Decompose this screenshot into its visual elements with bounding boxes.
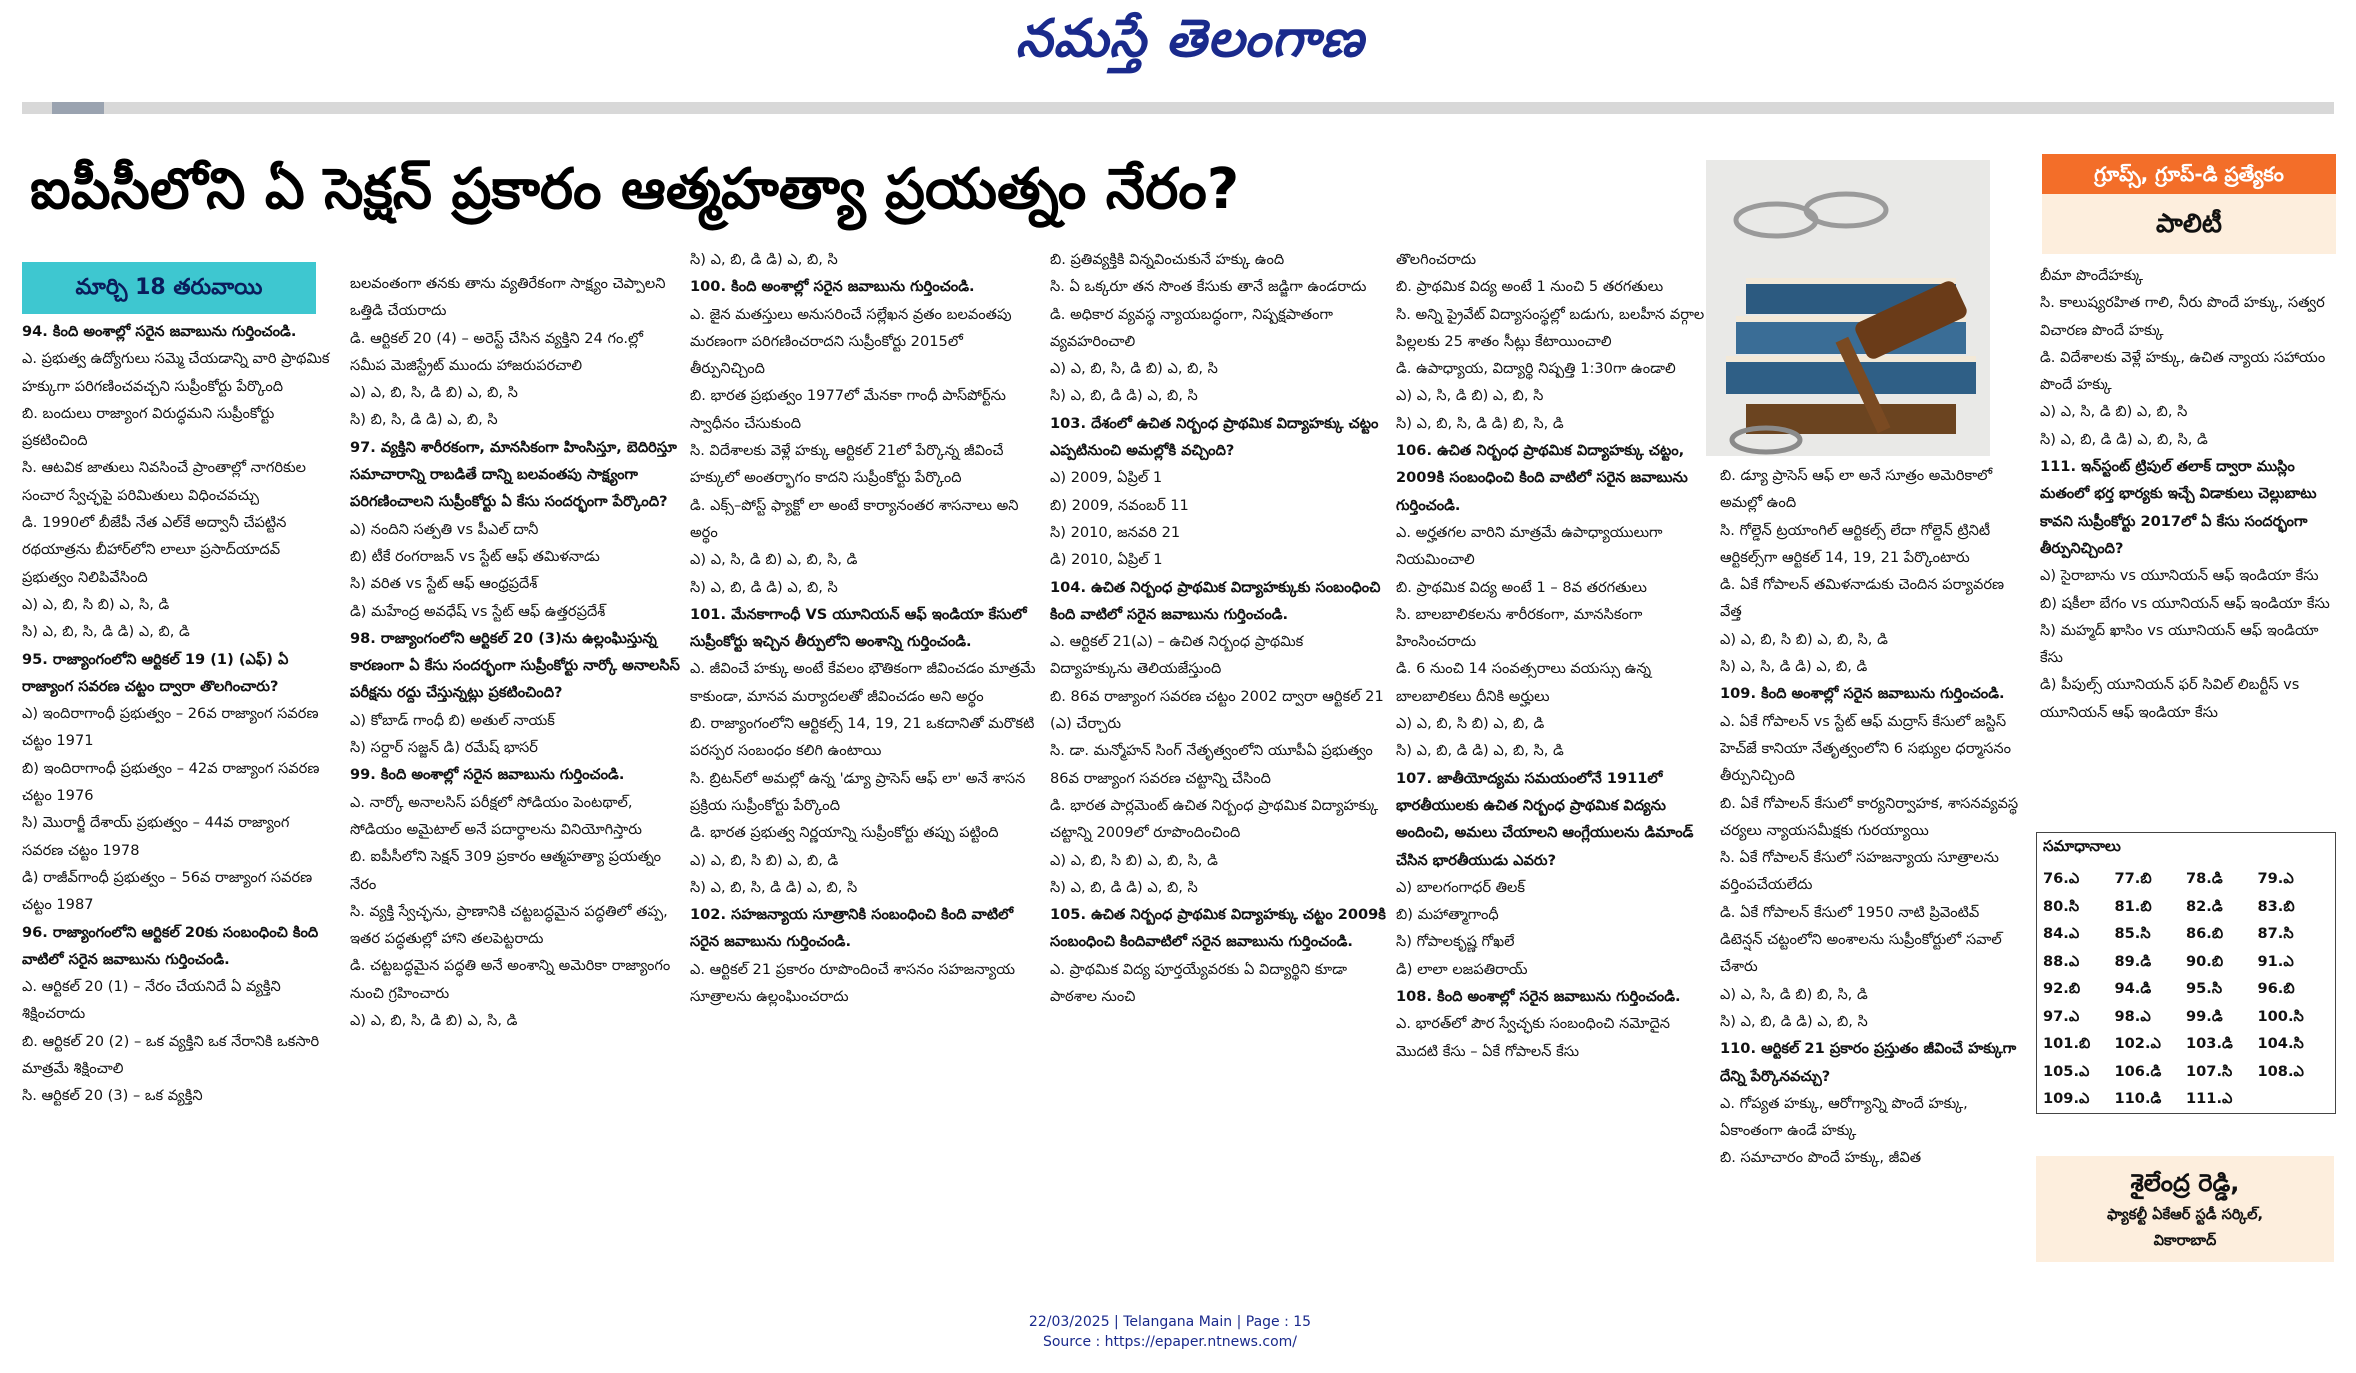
paragraph: సి) ఎ, బి, డి డి) ఎ, బి, సి bbox=[1050, 878, 1198, 896]
paragraph: ఎ) నందిని సత్పతి vs పీఎల్ దానీ bbox=[350, 520, 539, 538]
paragraph: 101. మేనకాగాంధీ VS యూనియన్ ఆఫ్ ఇండియా కేసులో సుప్రీంకోర్టు ఇచ్చిన తీర్పులోని అంశాన్ని గుర్తించండి. bbox=[690, 605, 1027, 651]
paragraph: ఎ. అర్హతగల వారిని మాత్రమే ఉపాధ్యాయులుగా నియమించాలి bbox=[1396, 523, 1663, 569]
paragraph: ఎ) ఎ, బి, సి, డి బి) ఎ, బి, సి bbox=[1050, 360, 1218, 378]
paragraph: డి. ఆర్టికల్ 20 (4) – అరెస్ట్ చేసిన వ్యక్తిని 24 గం.ల్లో సమీప మెజిస్ట్రేట్ ముందు హాజరుపరచాలి bbox=[350, 329, 644, 374]
paragraph: సి. ఏకే గోపాలన్ కేసులో సహజన్యాయ సూత్రాలను వర్తింపచేయలేదు bbox=[1720, 849, 1999, 894]
answer-item: 94.డి bbox=[2114, 980, 2152, 997]
footer-date-line: 22/03/2025 | Telangana Main | Page : 15 bbox=[1028, 1314, 1312, 1330]
paragraph: డి. 6 నుంచి 14 సంవత్సరాలు వయస్సు ఉన్న బాలబాలికలు దీనికి అర్హులు bbox=[1396, 660, 1652, 705]
answer-item: 76.ఎ bbox=[2043, 870, 2080, 887]
paragraph: డి. విదేశాలకు వెళ్లే హక్కు, ఉచిత న్యాయ సహాయం పొందే హక్కు bbox=[2040, 348, 2326, 394]
paragraph: డి. భారత పార్లమెంట్ ఉచిత నిర్బంధ ప్రాథమిక విద్యాహక్కు చట్టాన్ని 2009లో రూపొందించింది bbox=[1050, 796, 1379, 842]
paragraph: 95. రాజ్యాంగంలోని ఆర్టికల్ 19 (1) (ఎఫ్) ఏ రాజ్యాంగ సవరణ చట్టం ద్వారా తొలగించారు? bbox=[22, 650, 289, 695]
side-subject: పాలిటీ bbox=[2042, 194, 2336, 254]
paragraph: సి) వరిత vs స్టేట్ ఆఫ్ ఆంధ్రప్రదేశ్ bbox=[350, 575, 538, 593]
paragraph: ఎ) ఎ, సి, డి బి) బి, సి, డి bbox=[1720, 985, 1868, 1003]
paragraph: 105. ఉచిత నిర్బంధ ప్రాథమిక విద్యాహక్కు చట్టం 2009కి సంబంధించి కిందివాటిలో సరైన జవాబును గుర్తించండి. bbox=[1050, 906, 1386, 951]
headline: ఐపీసీలోని ఏ సెక్షన్ ప్రకారం ఆత్మహత్యా ప్రయత్నం నేరం? bbox=[30, 157, 1240, 222]
column-6 bbox=[1720, 462, 2020, 1258]
author-affiliation: ఫ్యాకల్టీ ఏకేఆర్ స్టడీ సర్కిల్, bbox=[2106, 1206, 2264, 1223]
answer-item: 82.డి bbox=[2186, 897, 2223, 915]
paragraph: సి. గోల్డెన్ ట్రయాంగిల్ ఆర్టికల్స్ లేదా గోల్డెన్ ట్రినిటీ ఆర్టికల్స్‌గా ఆర్టికల్ 14, 19, 21 పేర్కొంటారు bbox=[1720, 521, 1991, 566]
paragraph: బి) షకీలా బేగం vs యూనియన్ ఆఫ్ ఇండియా కేసు bbox=[2040, 594, 2330, 612]
paragraph: బి. 86వ రాజ్యాంగ సవరణ చట్టం 2002 ద్వారా ఆర్టికల్ 21 (ఎ) చేర్చారు bbox=[1050, 687, 1384, 733]
paragraph: సి) ఎ, బి, సి, డి డి) బి, సి, డి bbox=[1396, 414, 1564, 432]
paragraph: 100. కింది అంశాల్లో సరైన జవాబును గుర్తించండి. bbox=[690, 278, 975, 296]
paragraph: బలవంతంగా తనకు తాను వ్యతిరేకంగా సాక్ష్యం చెప్పాలని ఒత్తిడి చేయరాదు bbox=[350, 275, 666, 320]
answer-item: 105.ఎ bbox=[2043, 1062, 2090, 1080]
paragraph: సి. వ్యక్తి స్వేచ్ఛను, ప్రాణానికి చట్టబద్ధమైన పద్ధతిలో తప్ప, ఇతర పద్ధతుల్లో హాని తలపెట్టరాదు bbox=[350, 902, 668, 948]
paragraph: బి. ఐపీసీలోని సెక్షన్ 309 ప్రకారం ఆత్మహత్యా ప్రయత్నం నేరం bbox=[350, 848, 662, 893]
paragraph: బి) టీకే రంగరాజన్ vs స్టేట్ ఆఫ్ తమిళనాడు bbox=[350, 547, 600, 565]
paragraph: ఎ) ఎ, బి, సి బి) ఎ, బి, సి, డి bbox=[1050, 851, 1218, 869]
paragraph: సి) మొరార్జీ దేశాయ్ ప్రభుత్వం – 44వ రాజ్యాంగ సవరణ చట్టం 1978 bbox=[22, 814, 290, 859]
paragraph: డి. ఏకే గోపాలన్ కేసులో 1950 నాటి ప్రివెంటివ్ డిటెన్షన్ చట్టంలోని అంశాలను సుప్రీంకోర్టులో సవాల్ చేశారు bbox=[1720, 903, 2002, 976]
column-5 bbox=[1396, 246, 1706, 1258]
paragraph: సి. ఏ ఒక్కరూ తన సొంత కేసుకు తానే జడ్జిగా ఉండరాదు bbox=[1050, 278, 1367, 296]
answer-item: 92.బి bbox=[2043, 980, 2081, 997]
paragraph: బి. ఆర్టికల్ 20 (2) – ఒక వ్యక్తిని ఒక నేరానికి ఒకసారి మాత్రమే శిక్షించాలి bbox=[22, 1032, 320, 1078]
paragraph: ఎ. ఆర్టికల్ 20 (1) – నేరం చేయనిదే ఏ వ్యక్తిని శిక్షించరాదు bbox=[22, 978, 281, 1023]
paragraph: సి) ఎ, బి, డి డి) ఎ, బి, సి bbox=[1720, 1012, 1868, 1030]
paragraph: బి. ప్రాథమిక విద్య అంటే 1 – 8వ తరగతులు bbox=[1396, 578, 1647, 596]
paragraph: ఎ. ఏకే గోపాలన్ vs స్టేట్ ఆఫ్ మద్రాస్ కేసులో జస్టిస్ హెచ్‌జే కానియా నేతృత్వంలోని 6 సభ్యుల ధర్మాసనం తీర్పునిచ్చింది bbox=[1720, 712, 2011, 785]
paragraph: సి. అన్ని ప్రైవేట్ విద్యాసంస్థల్లో బడుగు, బలహీన వర్గాల పిల్లలకు 25 శాతం సీట్లు కేటాయించాలి bbox=[1396, 305, 1705, 350]
paragraph: డి) రాజీవ్‌గాంధీ ప్రభుత్వం – 56వ రాజ్యాంగ సవరణ చట్టం 1987 bbox=[22, 868, 313, 914]
paragraph: సి) 2010, జనవరి 21 bbox=[1050, 523, 1181, 541]
paragraph: బి. రాజ్యాంగంలోని ఆర్టికల్స్ 14, 19, 21 ఒకదానితో మరొకటి పరస్పర సంబంధం కలిగి ఉంటాయి bbox=[690, 715, 1035, 760]
paragraph: 97. వ్యక్తిని శారీరకంగా, మానసికంగా హింసిస్తూ, బెదిరిస్తూ సమాచారాన్ని రాబడితే దాన్ని బలవంతపు సాక్ష్యంగా పరిగణించాలని సుప్రీంకోర్టు ఏ కేసు సందర్భంగా పేర్కొంది? bbox=[350, 438, 677, 511]
answer-item: 91.ఎ bbox=[2257, 952, 2294, 970]
paragraph: సి) మహ్మద్ ఖాసిం vs యూనియన్ ఆఫ్ ఇండియా కేసు bbox=[2040, 621, 2319, 667]
answer-item: 79.ఎ bbox=[2257, 870, 2294, 887]
header-rule bbox=[22, 102, 2334, 114]
paragraph: ఎ) 2009, ఏప్రిల్ 1 bbox=[1050, 469, 1163, 487]
paragraph: సి) ఎ, బి, డి డి) ఎ, బి, సి bbox=[690, 251, 838, 268]
paragraph: ఎ) ఎ, బి, సి, డి బి) ఎ, బి, సి bbox=[350, 384, 518, 402]
section-banner: మార్చి 18 తరువాయి bbox=[22, 262, 316, 314]
paragraph: బి) 2009, నవంబర్ 11 bbox=[1050, 496, 1189, 514]
answer-item: 78.డి bbox=[2186, 870, 2223, 887]
paragraph: సి. బ్రిటన్‌లో అమల్లో ఉన్న 'డ్యూ ప్రాసెస్ ఆఫ్ లా' అనే శాసన ప్రక్రియ సుప్రీంకోర్టు పేర్కొంది bbox=[690, 769, 1026, 814]
answer-item: 104.సి bbox=[2257, 1035, 2304, 1052]
paragraph: డి. ఎక్స్‌–పోస్ట్ ఫ్యాక్టో లా అంటే కార్యానంతర శాసనాలు అని అర్థం bbox=[690, 496, 1019, 541]
answer-item: 106.డి bbox=[2114, 1062, 2162, 1080]
paragraph: సి. బాలబాలికలను శారీరకంగా, మానసికంగా హింసించరాదు bbox=[1396, 605, 1643, 651]
author-box bbox=[2036, 1156, 2334, 1262]
gavel-icon bbox=[1706, 160, 1990, 456]
paragraph: 110. ఆర్టికల్ 21 ప్రకారం ప్రస్తుతం జీవించే హక్కుగా దేన్ని పేర్కొనవచ్చు? bbox=[1720, 1040, 2017, 1085]
answer-item: 84.ఎ bbox=[2043, 925, 2080, 942]
paragraph: సి) సర్దార్ సజ్జన్ డి) రమేష్ భాసర్ bbox=[350, 739, 538, 757]
author-location: వికారాబాద్ bbox=[2153, 1232, 2217, 1249]
answer-item bbox=[2258, 1085, 2330, 1113]
answer-item: 89.డి bbox=[2114, 952, 2152, 970]
column-7 bbox=[2040, 262, 2340, 822]
paragraph: డి) 2010, ఏప్రిల్ 1 bbox=[1050, 551, 1163, 569]
paragraph: ఎ. గోప్యత హక్కు, ఆరోగ్యాన్ని పొందే హక్కు, ఏకాంతంగా ఉండే హక్కు bbox=[1720, 1094, 1968, 1140]
paragraph: 106. ఉచిత నిర్బంధ ప్రాథమిక విద్యాహక్కు చట్టం, 2009కి సంబంధించి కింది వాటిలో సరైన జవాబును గుర్తించండి. bbox=[1396, 442, 1688, 514]
answer-item: 99.డి bbox=[2186, 1007, 2223, 1025]
page-footer bbox=[900, 1312, 1440, 1352]
answer-item: 88.ఎ bbox=[2043, 952, 2080, 970]
paragraph: ఎ) ఎ, సి, డి బి) ఎ, బి, సి, డి bbox=[690, 551, 858, 569]
footer-source-line: Source : https://epaper.ntnews.com/ bbox=[1042, 1334, 1298, 1350]
paragraph: ఎ) ఎ, బి, సి బి) ఎ, సి, డి bbox=[22, 595, 170, 613]
paragraph: 108. కింది అంశాల్లో సరైన జవాబును గుర్తించండి. bbox=[1396, 988, 1681, 1006]
paragraph: డి. అధికార వ్యవస్థ న్యాయబద్ధంగా, నిష్పక్షపాతంగా వ్యవహరించాలి bbox=[1050, 305, 1333, 350]
paragraph: సి) బి, సి, డి డి) ఎ, బి, సి bbox=[350, 411, 498, 429]
paragraph: ఎ. ఆర్టికల్ 21 ప్రకారం రూపొందించే శాసనం సహజన్యాయ సూత్రాలను ఉల్లంఘించరాదు bbox=[690, 960, 1015, 1006]
paragraph: 107. జాతీయోద్యమ సమయంలోనే 1911లో భారతీయులకు ఉచిత నిర్బంధ ప్రాథమిక విద్యను అందించి, అమలు చేయాలని ఆంగ్లేయులను డిమాండ్ చేసిన భారతీయుడు ఎవరు? bbox=[1396, 769, 1694, 869]
paragraph: బి. ప్రతివ్యక్తికి విన్నవించుకునే హక్కు ఉంది bbox=[1050, 251, 1285, 268]
paragraph: బి) మహాత్మాగాంధీ bbox=[1396, 906, 1499, 924]
paragraph: సి) గోపాలకృష్ణ గోఖలే bbox=[1396, 933, 1515, 951]
column-4 bbox=[1050, 246, 1386, 1258]
paragraph: ఎ. జీవించే హక్కు అంటే కేవలం భౌతికంగా జీవించడం మాత్రమే కాకుండా, మానవ మర్యాదలతో జీవించడం అని అర్థం bbox=[690, 660, 1036, 705]
paragraph: ఎ. జైన మతస్తులు అనుసరించే సల్లేఖన వ్రతం బలవంతపు మరణంగా పరిగణించరాదని సుప్రీంకోర్టు 2015లో తీర్పునిచ్చింది bbox=[690, 305, 1012, 378]
author-name: శైలేంద్ర రెడ్డి, bbox=[2130, 1169, 2240, 1197]
paragraph: 109. కింది అంశాల్లో సరైన జవాబును గుర్తించండి. bbox=[1720, 685, 2005, 703]
paragraph: 102. సహజన్యాయ సూత్రానికి సంబంధించి కింది వాటిలో సరైన జవాబును గుర్తించండి. bbox=[690, 906, 1014, 951]
paragraph: సి. ఆటవిక జాతులు నివసించే ప్రాంతాల్లో నాగరికుల సంచార స్వేచ్ఛపై పరిమితులు విధించవచ్చు bbox=[22, 459, 306, 504]
paragraph: సి. విదేశాలకు వెళ్లే హక్కు ఆర్టికల్ 21లో పేర్కొన్న జీవించే హక్కులో అంతర్భాగం కాదని సుప్రీంకోర్టు పేర్కొంది bbox=[690, 442, 1004, 487]
paragraph: డి. భారత ప్రభుత్వ నిర్ణయాన్ని సుప్రీంకోర్టు తప్పు పట్టింది bbox=[690, 824, 999, 842]
paragraph: డి. 1990లో బీజేపీ నేత ఎల్‌కే అద్వానీ చేపట్టిన రథయాత్రను బీహార్‌లోని లాలూ ప్రసాద్‌యాదవ్ ప్రభుత్వం నిలిపివేసింది bbox=[22, 514, 287, 586]
answer-item: 85.సి bbox=[2114, 925, 2151, 942]
answer-item: 101.బి bbox=[2043, 1035, 2091, 1052]
paragraph: 98. రాజ్యాంగంలోని ఆర్టికల్ 20 (3)ను ఉల్లంఘిస్తున్న కారణంగా ఏ కేసు సందర్భంగా సుప్రీంకోర్టు నార్కో అనాలసిస్ పరీక్షను రద్దు చేస్తున్నట్లు ప్రకటించింది? bbox=[350, 629, 680, 702]
paragraph: ఎ) ఎ, బి, సి బి) ఎ, బి, సి, డి bbox=[1720, 630, 1888, 648]
paragraph: ఎ. నార్కో అనాలసిస్ పరీక్షలో సోడియం పెంటథాల్, సోడియం అమైటాల్ అనే పదార్థాలను వినియోగిస్తారు bbox=[350, 793, 642, 838]
answer-item: 108.ఎ bbox=[2257, 1062, 2304, 1080]
answer-item: 111.ఎ bbox=[2186, 1090, 2233, 1107]
paragraph: బి. బందులు రాజ్యాంగ విరుద్ధమని సుప్రీంకోర్టు ప్రకటించింది bbox=[22, 404, 275, 450]
answer-item: 110.డి bbox=[2114, 1090, 2162, 1107]
masthead: నమస్తే తెలంగాణ bbox=[1015, 8, 1365, 69]
paragraph: డి. ఉపాధ్యాయ, విద్యార్థి నిష్పత్తి 1:30గా ఉండాలి bbox=[1396, 360, 1676, 378]
answer-item: 87.సి bbox=[2257, 925, 2294, 942]
paragraph: 96. రాజ్యాంగంలోని ఆర్టికల్ 20కు సంబంధించి కింది వాటిలో సరైన జవాబును గుర్తించండి. bbox=[22, 923, 319, 968]
paragraph: ఎ) సైరాబాను vs యూనియన్ ఆఫ్ ఇండియా కేసు bbox=[2040, 567, 2319, 585]
answers-box bbox=[2036, 832, 2336, 1114]
paragraph: బి. ఏకే గోపాలన్ కేసులో కార్యనిర్వాహక, శాసనవ్యవస్థ చర్యలు న్యాయసమీక్షకు గురయ్యాయి bbox=[1720, 794, 2019, 839]
paragraph: ఎ) ఇందిరాగాంధీ ప్రభుత్వం – 26వ రాజ్యాంగ సవరణ చట్టం 1971 bbox=[22, 705, 319, 750]
paragraph: ఎ) ఎ, బి, సి, డి బి) ఎ, సి, డి bbox=[350, 1012, 518, 1030]
answer-item: 102.ఎ bbox=[2114, 1035, 2161, 1052]
paragraph: ఎ) బాలగంగాధర్ తిలక్ bbox=[1396, 878, 1526, 896]
paragraph: 104. ఉచిత నిర్బంధ ప్రాథమిక విద్యాహక్కుకు సంబంధించి కింది వాటిలో సరైన జవాబును గుర్తించండి. bbox=[1050, 578, 1381, 623]
paragraph: తొలగించరాదు bbox=[1396, 251, 1477, 268]
answer-item: 90.బి bbox=[2186, 952, 2224, 970]
paragraph: బి. ప్రాథమిక విద్య అంటే 1 నుంచి 5 తరగతులు bbox=[1396, 278, 1664, 296]
paragraph: డి. చట్టబద్ధమైన పద్ధతి అనే అంశాన్ని అమెరికా రాజ్యాంగం నుంచి గ్రహించారు bbox=[350, 957, 671, 1002]
column-3 bbox=[690, 246, 1036, 1258]
paragraph: ఎ) ఎ, బి, సి బి) ఎ, బి, డి bbox=[690, 851, 839, 869]
answer-item: 98.ఎ bbox=[2114, 1007, 2151, 1025]
paragraph: ఎ. ప్రాథమిక విద్య పూర్తయ్యేవరకు ఏ విద్యార్థిని కూడా పాఠశాల నుంచి bbox=[1050, 960, 1348, 1006]
paragraph: సి) ఎ, బి, సి, డి డి) ఎ, బి, సి bbox=[690, 878, 858, 896]
paragraph: డి) పీపుల్స్ యూనియన్ ఫర్ సివిల్ లిబర్టీస్ vs యూనియన్ ఆఫ్ ఇండియా కేసు bbox=[2040, 676, 2300, 721]
paragraph: డి) లాలా లజపతిరాయ్ bbox=[1396, 960, 1528, 978]
paragraph: 103. దేశంలో ఉచిత నిర్బంధ ప్రాథమిక విద్యాహక్కు చట్టం ఎప్పటినుంచి అమల్లోకి వచ్చింది? bbox=[1050, 414, 1379, 460]
paragraph: డి. ఏకే గోపాలన్ తమిళనాడుకు చెందిన పర్యావరణ వేత్త bbox=[1720, 576, 2005, 621]
answer-item: 81.బి bbox=[2114, 897, 2152, 915]
answer-item: 109.ఎ bbox=[2043, 1090, 2090, 1107]
paragraph: సి) ఎ, బి, డి డి) ఎ, బి, సి bbox=[690, 578, 838, 596]
answer-item: 97.ఎ bbox=[2043, 1007, 2080, 1025]
paragraph: ఎ. ప్రభుత్వ ఉద్యోగులు సమ్మె చేయడాన్ని వారి ప్రాథమిక హక్కుగా పరిగణించవచ్చని సుప్రీంకోర్టు పేర్కొంది bbox=[22, 350, 330, 395]
answer-item: 107.సి bbox=[2186, 1062, 2233, 1080]
paragraph: ఎ) ఎ, సి, డి బి) ఎ, బి, సి bbox=[1396, 387, 1544, 405]
paragraph: సి) ఎ, బి, డి డి) ఎ, బి, సి, డి bbox=[2040, 430, 2208, 448]
gavel-books-photo bbox=[1706, 160, 1990, 456]
column-2 bbox=[350, 270, 680, 1258]
paragraph: 99. కింది అంశాల్లో సరైన జవాబును గుర్తించండి. bbox=[350, 766, 625, 784]
paragraph: 94. కింది అంశాల్లో సరైన జవాబును గుర్తించండి. bbox=[22, 323, 297, 340]
paragraph: సి. కాలుష్యరహిత గాలి, నీరు పొందే హక్కు, సత్వర విచారణ పొందే హక్కు bbox=[2040, 294, 2325, 339]
paragraph: బి. సమాచారం పొందే హక్కు, జీవిత bbox=[1720, 1149, 1922, 1167]
paragraph: బి. భారత ప్రభుత్వం 1977లో మేనకా గాంధీ పాస్‌పోర్ట్‌ను స్వాధీనం చేసుకుంది bbox=[690, 387, 1006, 432]
paragraph: సి) ఎ, సి, డి డి) ఎ, బి, డి bbox=[1720, 658, 1868, 676]
paragraph: బి) ఇందిరాగాంధీ ప్రభుత్వం – 42వ రాజ్యాంగ సవరణ చట్టం 1976 bbox=[22, 759, 320, 805]
column-1 bbox=[22, 318, 334, 1258]
answers-grid bbox=[2037, 865, 2335, 1113]
paragraph: ఎ) ఎ, బి, సి బి) ఎ, బి, డి bbox=[1396, 715, 1545, 733]
paragraph: బీమా పొందేహక్కు bbox=[2040, 267, 2144, 284]
paragraph: సి. ఆర్టికల్ 20 (3) – ఒక వ్యక్తిని bbox=[22, 1087, 203, 1105]
paragraph: ఎ. ఆర్టికల్ 21(ఎ) – ఉచిత నిర్బంధ ప్రాథమిక విద్యాహక్కును తెలియజేస్తుంది bbox=[1050, 633, 1304, 678]
paragraph: సి) ఎ, బి, సి, డి డి) ఎ, బి, డి bbox=[22, 623, 190, 641]
paragraph: డి) మహేంద్ర అవధేష్ vs స్టేట్ ఆఫ్ ఉత్తరప్రదేశ్ bbox=[350, 602, 606, 620]
answer-item: 83.బి bbox=[2257, 897, 2295, 915]
answer-item: 86.బి bbox=[2186, 925, 2224, 942]
answer-item: 103.డి bbox=[2186, 1035, 2233, 1052]
paragraph: ఎ) ఎ, సి, డి బి) ఎ, బి, సి bbox=[2040, 403, 2188, 421]
paragraph: ఎ) కోబాడ్ గాంధీ బి) అతుల్ నాయక్ bbox=[350, 711, 555, 729]
paragraph: సి) ఎ, బి, డి డి) ఎ, బి, సి, డి bbox=[1396, 742, 1564, 760]
answers-title: సమాధానాలు bbox=[2043, 837, 2121, 855]
paragraph: సి) ఎ, బి, డి డి) ఎ, బి, సి bbox=[1050, 387, 1198, 405]
answer-item: 96.బి bbox=[2257, 980, 2295, 997]
paragraph: సి. డా. మన్మోహన్ సింగ్ నేతృత్వంలోని యూపీఏ ప్రభుత్వం 86వ రాజ్యాంగ సవరణ చట్టాన్ని చేసింది bbox=[1050, 742, 1373, 787]
answer-item: 80.సి bbox=[2043, 897, 2080, 915]
paragraph: బి. డ్యూ ప్రాసెస్ ఆఫ్ లా అనే సూత్రం అమెరికాలో అమల్లో ఉంది bbox=[1720, 467, 1993, 512]
paragraph: ఎ. భారత్‌లో పౌర స్వేచ్ఛకు సంబంధించి నమోదైన మొదటి కేసు – ఏకే గోపాలన్ కేసు bbox=[1396, 1015, 1670, 1060]
answer-item: 100.సి bbox=[2257, 1007, 2304, 1025]
side-header: గ్రూప్స్, గ్రూప్-డి ప్రత్యేకం bbox=[2042, 154, 2336, 194]
answer-item: 77.బి bbox=[2114, 870, 2152, 887]
answer-item: 95.సి bbox=[2186, 980, 2223, 997]
paragraph: 111. ఇన్‌స్టంట్ ట్రిపుల్ తలాక్ ద్వారా ముస్లిం మతంలో భర్త భార్యకు ఇచ్చే విడాకులు చెల్లుబాటు కావని సుప్రీంకోర్టు 2017లో ఏ కేసు సందర్భంగా తీర్పునిచ్చింది? bbox=[2040, 458, 2317, 557]
rule-marker bbox=[52, 102, 104, 114]
